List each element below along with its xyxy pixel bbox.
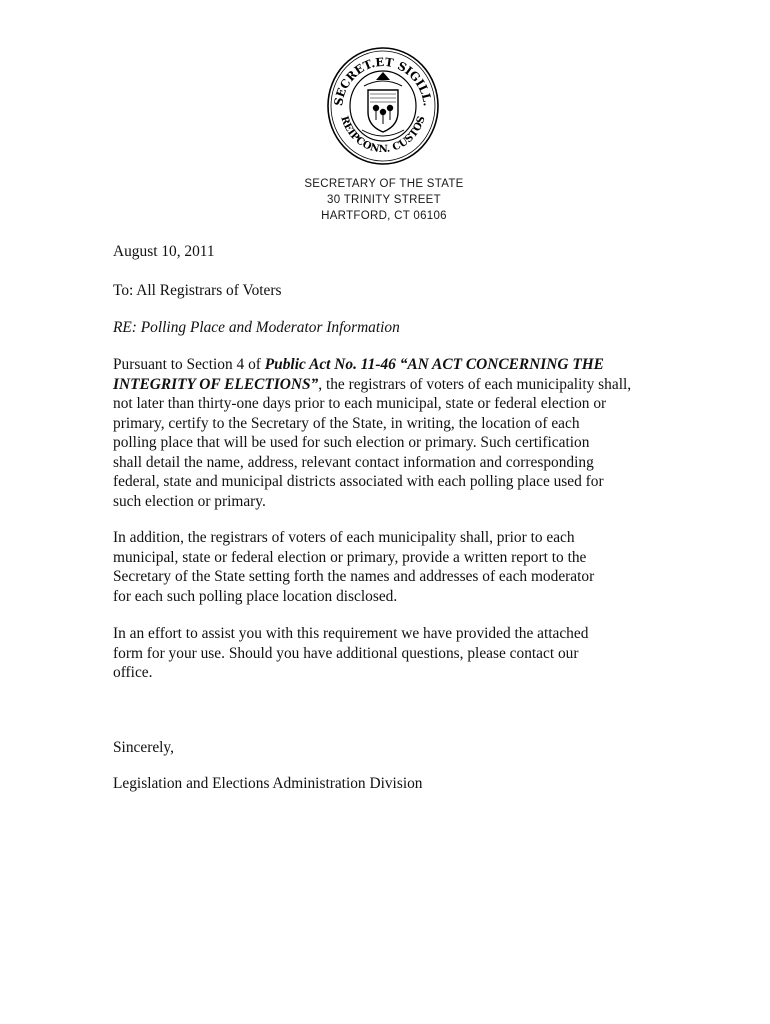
paragraph-1-line-1	[113, 355, 673, 375]
seal-graphic	[326, 46, 440, 166]
paragraph-1-line-7: federal, state and municipal districts associated with each polling place used for	[113, 473, 604, 490]
act-title-part-1: Public Act No. 11-46 “AN ACT CONCERNING THE	[264, 356, 604, 373]
seal-bottom-text: REIPCONN. CUSTOS	[338, 114, 428, 156]
seal-top-text: SECRET.ET SIGILL.	[331, 54, 435, 107]
paragraph-1-line-8: such election or primary.	[113, 492, 266, 510]
letterhead-office: SECRETARY OF THE STATE	[304, 178, 464, 190]
paragraph-1-lead: Pursuant to Section 4 of	[113, 356, 265, 373]
paragraph-3-line-1: In an effort to assist you with this requirement we have provided the attached	[113, 625, 589, 642]
state-seal-icon	[326, 46, 440, 166]
paragraph-3-line-3: office.	[113, 664, 153, 681]
paragraph-2-line-2: municipal, state or federal election or primary, provide a written report to the	[113, 548, 587, 566]
letter-recipient: To: All Registrars of Voters	[113, 282, 282, 299]
paragraph-1-line-4: primary, certify to the Secretary of the State, in writing, the location of each	[113, 414, 580, 432]
letter-date: August 10, 2011	[113, 243, 215, 260]
letter-signature: Legislation and Elections Administration Division	[113, 775, 423, 792]
paragraph-3	[113, 624, 673, 683]
paragraph-1	[113, 355, 673, 511]
paragraph-2-line-4: for each such polling place location disclosed.	[113, 587, 398, 605]
paragraph-1-line-2	[113, 375, 673, 395]
paragraph-1-line-5: polling place that will be used for such election or primary. Such certification	[113, 434, 590, 451]
paragraph-1-line-6: shall detail the name, address, relevant contact information and corresponding	[113, 453, 594, 471]
paragraph-1-line-3: not later than thirty-one days prior to each municipal, state or federal election or	[113, 395, 607, 412]
paragraph-2-line-1: In addition, the registrars of voters of each municipality shall, prior to each	[113, 529, 575, 546]
paragraph-1-line-2-rest: , the registrars of voters of each municipality shall,	[318, 375, 632, 393]
paragraph-2	[113, 528, 673, 606]
letterhead-street: 30 TRINITY STREET	[327, 194, 441, 206]
letterhead-city: HARTFORD, CT 06106	[321, 210, 447, 222]
letter-closing: Sincerely,	[113, 739, 174, 756]
act-title-part-2: INTEGRITY OF ELECTIONS”	[113, 375, 319, 393]
letter-subject: RE: Polling Place and Moderator Information	[113, 319, 400, 336]
paragraph-3-line-2: form for your use. Should you have additional questions, please contact our	[113, 644, 579, 662]
paragraph-2-line-3: Secretary of the State setting forth the names and addresses of each moderator	[113, 568, 595, 585]
letterhead	[250, 176, 518, 224]
